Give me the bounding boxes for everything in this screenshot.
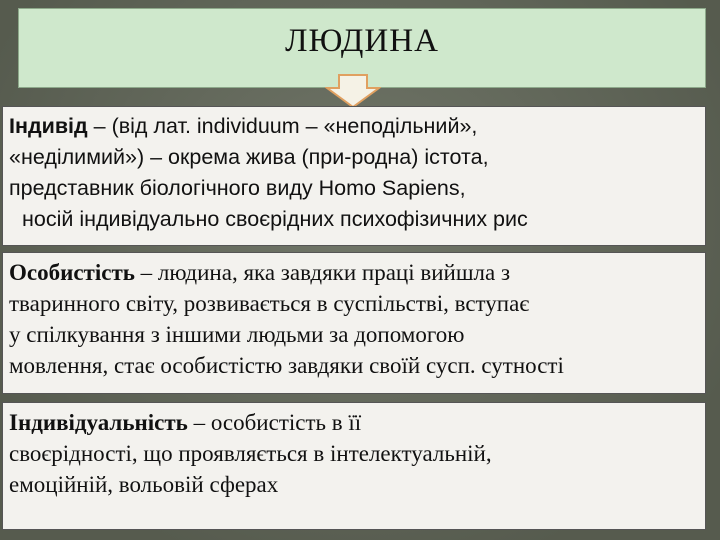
definition-line: представник біологічного виду Homo Sapiens, [9, 176, 466, 200]
definition-line: носій індивідуально своєрідних психофізичних рис [22, 207, 528, 231]
definition-text: – (від лат. individuum – «неподільний», [87, 114, 478, 138]
definition-text: – людина, яка завдяки праці вийшла з [134, 260, 511, 285]
definition-line [9, 407, 699, 438]
definition-line: своєрідності, що проявляється в інтелектуальній, [9, 441, 492, 466]
page-title: ЛЮДИНА [285, 23, 439, 59]
definition-box-osobystist [2, 252, 706, 394]
definition-line [9, 111, 699, 142]
definition-line: у спілкування з іншими людьми за допомогою [9, 322, 465, 347]
definition-box-individ [2, 106, 706, 246]
definition-box-indyvidualnist [2, 402, 706, 530]
definition-line: емоційній, вольовій сферах [9, 472, 279, 497]
definition-term: Індивідуальність [9, 410, 188, 435]
definition-line: тваринного світу, розвивається в суспільстві, вступає [9, 291, 530, 316]
definition-line [9, 257, 699, 288]
definition-line: мовлення, стає особистістю завдяки своїй сусп. сутності [9, 353, 564, 378]
definition-term: Особистість [9, 260, 135, 285]
definition-term: Індивід [9, 114, 88, 138]
definition-text: – особистість в її [187, 410, 362, 435]
definition-line: «неділимий») – окрема жива (при-родна) істота, [9, 145, 489, 169]
down-arrow-icon [325, 74, 381, 108]
